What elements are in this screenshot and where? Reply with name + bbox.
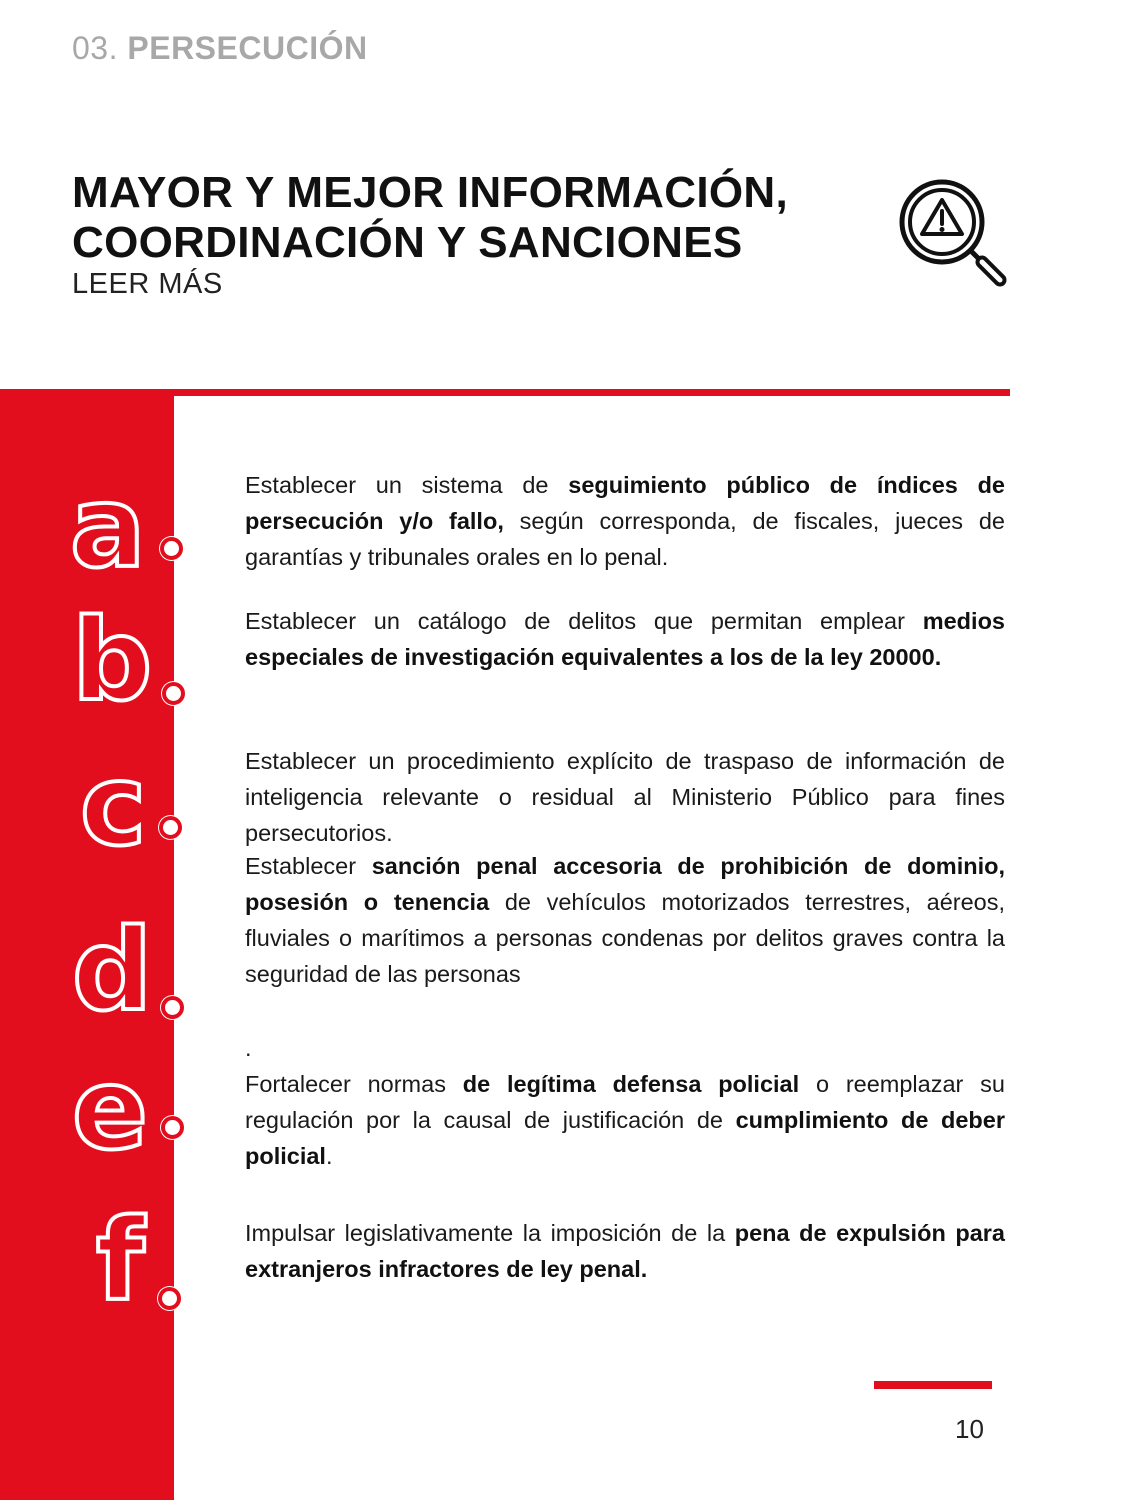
dot-c: [159, 816, 182, 839]
letter-a: a: [70, 463, 146, 593]
bold-text: medios especiales de investigación equivalentes a los de la ley 20000.: [245, 608, 1005, 670]
text: Establecer un catálogo de delitos que permitan emplear: [245, 608, 923, 634]
item-d-trailing: .: [245, 1035, 252, 1061]
text: de vehículos motorizados terrestres, aéreos, fluviales o marítimos a personas condenas por delitos graves contra la seguridad de las personas: [245, 889, 1006, 987]
text: según corresponda, de fiscales, jueces de garantías y tribunales orales en lo penal.: [245, 508, 1006, 570]
text: o reemplazar su regulación por la causal de justificación de: [245, 1071, 1005, 1133]
letter-c: c: [80, 741, 147, 871]
dot-f: [158, 1287, 181, 1310]
bold-text: cumplimiento de deber policial: [245, 1107, 1005, 1169]
section-number: 03.: [72, 30, 118, 66]
text: Establecer un procedimiento explícito de traspaso de información de inteligencia relevante o residual al Ministerio Público para fines persecutorios.: [245, 748, 1005, 846]
magnifier-warning-icon: [898, 178, 1014, 290]
bold-text: pena de expulsión para extranjeros infractores de ley penal.: [245, 1220, 1005, 1282]
bold-text: de legítima defensa policial: [462, 1071, 800, 1097]
text: Fortalecer normas: [245, 1071, 463, 1097]
letter-e: e: [72, 1045, 148, 1175]
section-name: PERSECUCIÓN: [127, 30, 368, 66]
bold-text: seguimiento público de índices de persecución y/o fallo,: [245, 472, 1005, 534]
letter-f: f: [96, 1196, 145, 1326]
text: Impulsar legislativamente la imposición de la: [245, 1220, 735, 1246]
top-rule: [174, 389, 1010, 396]
text: .: [325, 1143, 333, 1169]
page-rule: [874, 1381, 992, 1389]
item-c: [245, 743, 1005, 851]
read-more-link[interactable]: LEER MÁS: [72, 268, 223, 300]
bold-text: sanción penal accesoria de prohibición de dominio, posesión o tenencia: [245, 853, 1006, 915]
item-a: [245, 467, 1005, 575]
section-label: [72, 30, 368, 67]
text: Establecer un sistema de: [245, 472, 569, 498]
dot-a: [160, 537, 183, 560]
item-f: [245, 1215, 1005, 1287]
text: Establecer: [245, 853, 372, 879]
page-title-line-2: COORDINACIÓN Y SANCIONES: [72, 218, 743, 267]
page-number: 10: [955, 1414, 984, 1444]
dot-b: [162, 682, 185, 705]
item-d: [245, 848, 1005, 992]
letter-b: b: [72, 596, 153, 726]
letter-d: d: [72, 906, 153, 1036]
page-title: [72, 168, 788, 268]
page-title-line-1: MAYOR Y MEJOR INFORMACIÓN,: [72, 168, 788, 217]
dot-d: [161, 996, 184, 1019]
item-e: [245, 1066, 1005, 1174]
dot-e: [161, 1116, 184, 1139]
item-b: [245, 603, 1005, 675]
